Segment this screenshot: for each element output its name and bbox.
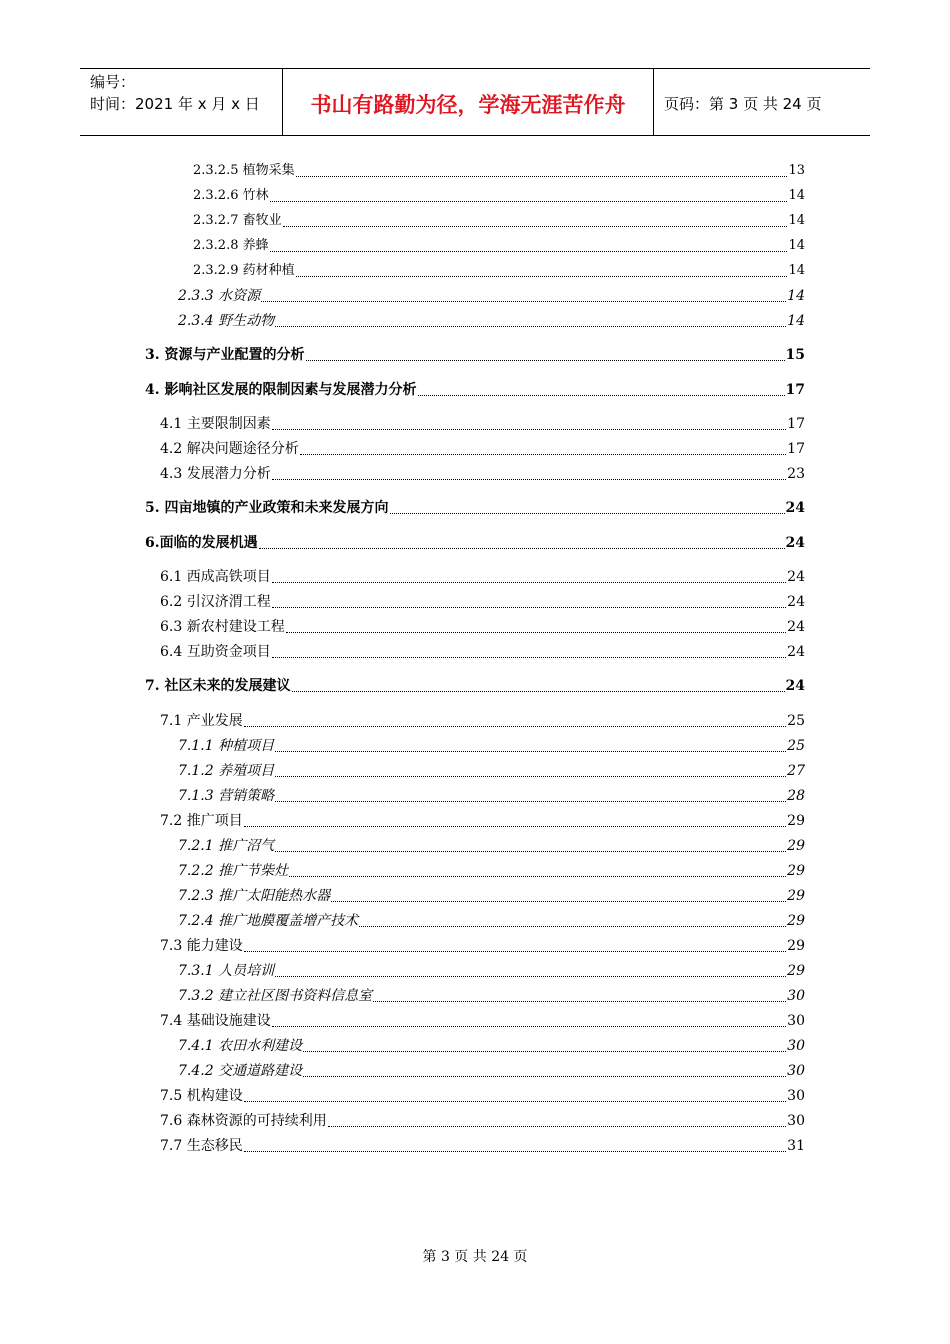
header-motto: 书山有路勤为径，学海无涯苦作舟 [282, 69, 654, 135]
toc-entry-label: 6.2 引汉济渭工程 [160, 594, 271, 610]
leader-dots [275, 800, 786, 802]
toc-entry-label: 2.3.3 水资源 [178, 288, 261, 304]
toc-entry-page: 14 [787, 313, 805, 329]
toc-entry[interactable] [145, 677, 805, 695]
leader-dots [286, 631, 786, 633]
leader-dots [296, 175, 788, 177]
toc-entry-page: 30 [787, 1088, 805, 1104]
toc-entry-page: 29 [787, 813, 805, 829]
toc-entry-page: 31 [787, 1138, 805, 1154]
toc-entry[interactable] [193, 212, 805, 230]
toc-entry-label: 7.7 生态移民 [160, 1138, 243, 1154]
toc-entry-page: 14 [788, 188, 805, 203]
toc-entry-label: 7.2 推广项目 [160, 813, 243, 829]
toc-entry[interactable] [178, 1037, 805, 1055]
leader-dots [275, 975, 786, 977]
toc-entry-label: 4. 影响社区发展的限制因素与发展潜力分析 [145, 382, 417, 398]
leader-dots [328, 1125, 786, 1127]
toc-entry-label: 4.3 发展潜力分析 [160, 466, 271, 482]
toc-entry-page: 28 [787, 788, 805, 804]
toc-entry-label: 6.面临的发展机遇 [145, 535, 258, 551]
toc-entry[interactable] [160, 812, 805, 830]
toc-entry-label: 6.3 新农村建设工程 [160, 619, 285, 635]
toc-entry[interactable] [193, 237, 805, 255]
toc-entry[interactable] [178, 912, 805, 930]
toc-entry-label: 2.3.2.8 养蜂 [193, 238, 269, 253]
toc-entry[interactable] [160, 415, 805, 433]
toc-entry[interactable] [160, 937, 805, 955]
toc-entry-page: 13 [788, 163, 805, 178]
leader-dots [259, 547, 785, 549]
toc-entry-page: 30 [787, 1113, 805, 1129]
toc-entry-label: 4.2 解决问题途径分析 [160, 441, 299, 457]
toc-entry[interactable] [160, 465, 805, 483]
toc-entry-page: 24 [787, 644, 805, 660]
toc-entry-label: 7.1.2 养殖项目 [178, 763, 275, 779]
toc-entry-page: 14 [788, 213, 805, 228]
toc-entry[interactable] [160, 1012, 805, 1030]
leader-dots [296, 275, 788, 277]
toc-entry[interactable] [145, 346, 805, 364]
toc-entry[interactable] [160, 1137, 805, 1155]
leader-dots [292, 690, 785, 692]
toc-entry-label: 7.5 机构建设 [160, 1088, 243, 1104]
page-header [80, 68, 870, 136]
toc-entry[interactable] [160, 1112, 805, 1130]
toc-entry-label: 7.3.2 建立社区图书资料信息室 [178, 988, 373, 1004]
toc-entry[interactable] [145, 381, 805, 399]
toc-entry-label: 5. 四亩地镇的产业政策和未来发展方向 [145, 500, 389, 516]
toc-entry-page: 24 [785, 535, 805, 551]
toc-entry[interactable] [160, 568, 805, 586]
toc-entry-page: 23 [787, 466, 805, 482]
toc-entry-page: 24 [785, 678, 805, 694]
toc-entry-label: 7.3 能力建设 [160, 938, 243, 954]
leader-dots [359, 925, 786, 927]
toc-entry-label: 2.3.2.6 竹林 [193, 188, 269, 203]
toc-entry[interactable] [178, 962, 805, 980]
leader-dots [244, 1100, 786, 1102]
toc-entry-label: 7. 社区未来的发展建议 [145, 678, 291, 694]
leader-dots [272, 428, 786, 430]
toc-entry-page: 24 [785, 500, 805, 516]
leader-dots [272, 606, 786, 608]
leader-dots [275, 850, 786, 852]
toc-entry[interactable] [178, 1062, 805, 1080]
leader-dots [373, 1000, 786, 1002]
toc-entry-page: 29 [787, 838, 805, 854]
toc-entry[interactable] [160, 1087, 805, 1105]
toc-entry[interactable] [178, 887, 805, 905]
time-label: 时间：2021 年 x 月 x 日 [90, 95, 260, 113]
leader-dots [244, 725, 786, 727]
toc-entry-label: 7.2.4 推广地膜覆盖增产技术 [178, 913, 359, 929]
toc-entry-label: 2.3.2.5 植物采集 [193, 163, 295, 178]
leader-dots [275, 750, 786, 752]
toc-entry-page: 14 [787, 288, 805, 304]
toc-entry-label: 7.1.1 种植项目 [178, 738, 275, 754]
leader-dots [244, 950, 786, 952]
toc-entry[interactable] [178, 312, 805, 330]
toc-entry-label: 7.4.2 交通道路建设 [178, 1063, 303, 1079]
leader-dots [270, 250, 788, 252]
toc-entry[interactable] [178, 737, 805, 755]
toc-entry[interactable] [178, 837, 805, 855]
toc-entry[interactable] [160, 643, 805, 661]
toc-entry[interactable] [193, 187, 805, 205]
toc-entry-page: 14 [788, 263, 805, 278]
toc-entry-label: 7.2.1 推广沼气 [178, 838, 275, 854]
leader-dots [275, 775, 786, 777]
leader-dots [272, 1025, 786, 1027]
toc-entry[interactable] [160, 593, 805, 611]
toc-entry-page: 15 [785, 347, 805, 363]
toc-entry[interactable] [178, 287, 805, 305]
toc-entry-label: 2.3.4 野生动物 [178, 313, 275, 329]
toc-entry[interactable] [178, 862, 805, 880]
leader-dots [418, 394, 785, 396]
leader-dots [283, 225, 788, 227]
toc-entry-page: 17 [785, 382, 805, 398]
leader-dots [300, 453, 786, 455]
toc-entry-label: 7.3.1 人员培训 [178, 963, 275, 979]
toc-entry-page: 30 [787, 1038, 805, 1054]
leader-dots [272, 581, 786, 583]
leader-dots [289, 875, 786, 877]
leader-dots [272, 478, 786, 480]
toc-entry-page: 30 [787, 1063, 805, 1079]
toc-entry-page: 29 [787, 938, 805, 954]
toc-entry-page: 14 [788, 238, 805, 253]
leader-dots [390, 512, 785, 514]
toc-entry-label: 2.3.2.9 药材种植 [193, 263, 295, 278]
toc-entry[interactable] [178, 987, 805, 1005]
number-label: 编号： [90, 73, 136, 91]
toc-entry[interactable] [160, 618, 805, 636]
toc-entry-page: 29 [787, 963, 805, 979]
toc-entry-page: 24 [787, 569, 805, 585]
toc-entry-page: 27 [787, 763, 805, 779]
toc-entry-page: 17 [787, 441, 805, 457]
page-footer: 第 3 页 共 24 页 [422, 1249, 528, 1265]
toc-entry-label: 6.1 西成高铁项目 [160, 569, 271, 585]
toc-entry-label: 6.4 互助资金项目 [160, 644, 271, 660]
toc-entry[interactable] [193, 262, 805, 280]
leader-dots [275, 325, 786, 327]
toc-entry[interactable] [145, 534, 805, 552]
toc-entry[interactable] [160, 712, 805, 730]
leader-dots [303, 1050, 786, 1052]
toc-entry-label: 7.4 基础设施建设 [160, 1013, 271, 1029]
toc-entry[interactable] [145, 499, 805, 517]
toc-entry[interactable] [178, 762, 805, 780]
leader-dots [303, 1075, 786, 1077]
toc-entry-label: 7.2.2 推广节柴灶 [178, 863, 289, 879]
toc-entry[interactable] [193, 162, 805, 180]
header-info [80, 69, 282, 135]
toc-entry-label: 7.4.1 农田水利建设 [178, 1038, 303, 1054]
toc-entry-label: 2.3.2.7 畜牧业 [193, 213, 282, 228]
toc-entry-page: 30 [787, 1013, 805, 1029]
leader-dots [272, 656, 786, 658]
toc-entry-label: 7.2.3 推广太阳能热水器 [178, 888, 331, 904]
leader-dots [261, 300, 786, 302]
toc-entry-page: 25 [787, 738, 805, 754]
leader-dots [244, 825, 786, 827]
toc-entry-page: 29 [787, 913, 805, 929]
toc-entry-page: 29 [787, 863, 805, 879]
leader-dots [244, 1150, 786, 1152]
header-page-info: 页码：第 3 页 共 24 页 [664, 94, 822, 113]
toc-entry-page: 24 [787, 619, 805, 635]
toc-entry-page: 24 [787, 594, 805, 610]
toc-entry-page: 25 [787, 713, 805, 729]
toc-entry[interactable] [178, 787, 805, 805]
toc-entry-page: 30 [787, 988, 805, 1004]
toc-entry-label: 4.1 主要限制因素 [160, 416, 271, 432]
toc-entry-page: 17 [787, 416, 805, 432]
toc-entry-label: 7.1 产业发展 [160, 713, 243, 729]
leader-dots [331, 900, 786, 902]
toc-entry-label: 7.6 森林资源的可持续利用 [160, 1113, 327, 1129]
toc-entry-label: 7.1.3 营销策略 [178, 788, 275, 804]
toc-entry[interactable] [160, 440, 805, 458]
toc-entry-label: 3. 资源与产业配置的分析 [145, 347, 305, 363]
leader-dots [306, 359, 785, 361]
toc-entry-page: 29 [787, 888, 805, 904]
leader-dots [270, 200, 788, 202]
